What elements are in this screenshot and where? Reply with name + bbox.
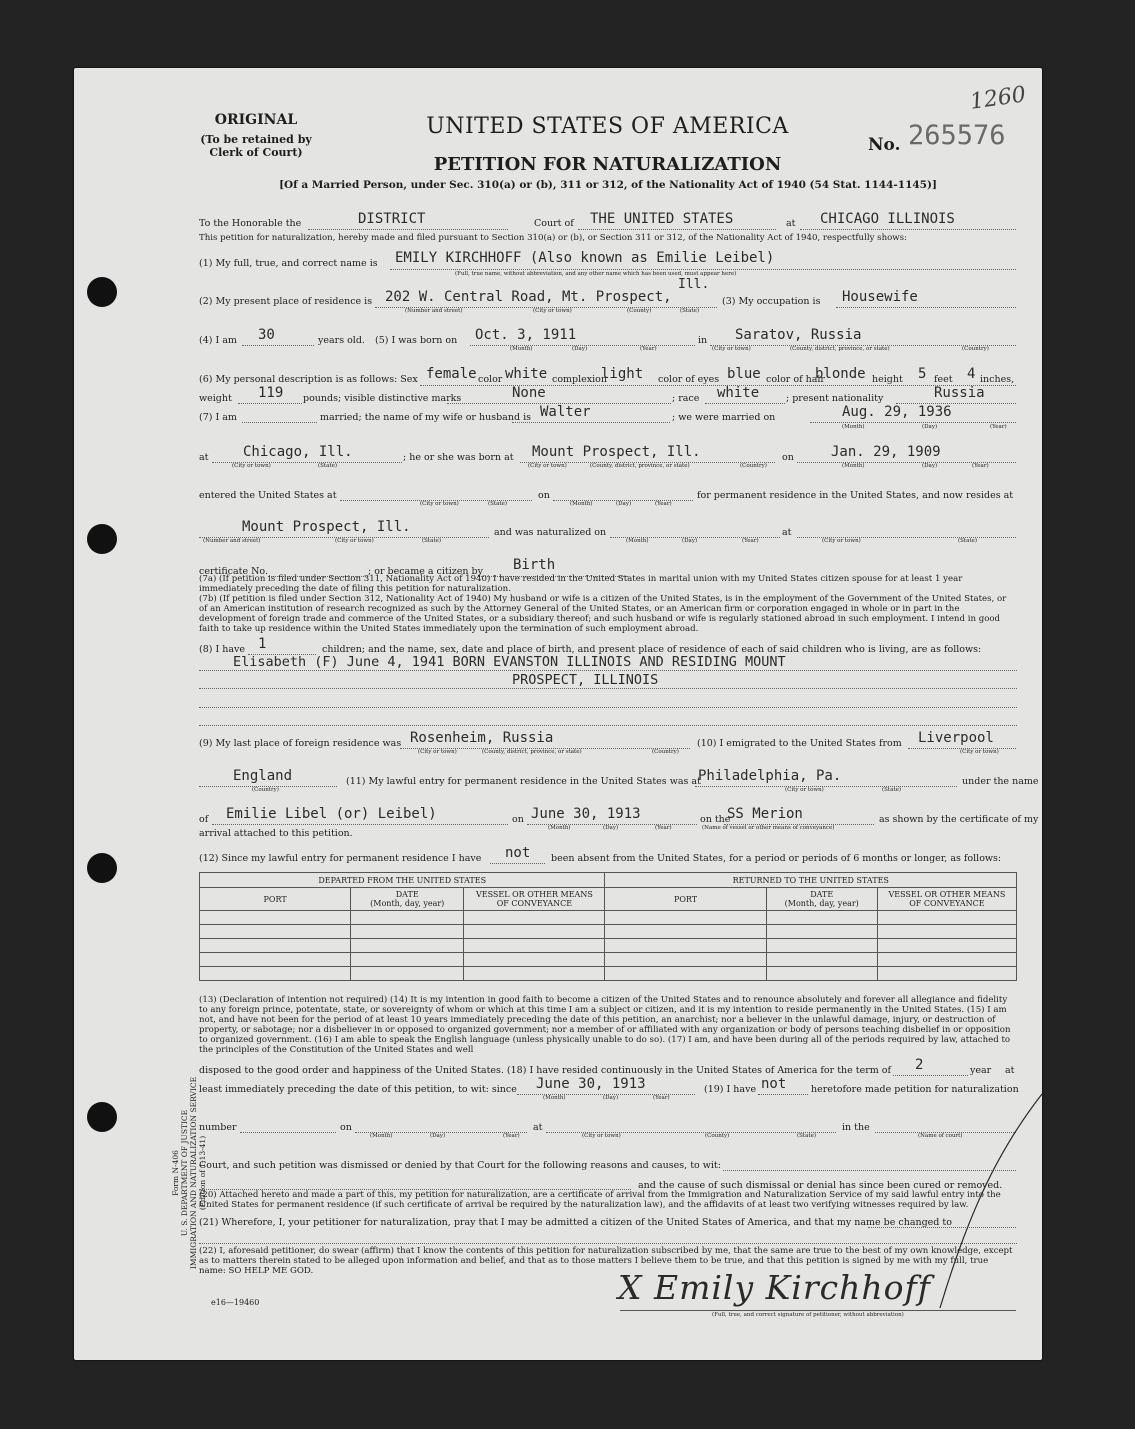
children-count: 1	[258, 636, 267, 652]
number-label: No.	[868, 135, 901, 155]
page-title: PETITION FOR NATURALIZATION	[433, 154, 782, 175]
caption-month: (Month)	[370, 1133, 393, 1139]
marriage-place: Chicago, Ill.	[243, 444, 353, 460]
table-row	[200, 939, 1017, 953]
caption-city: (City or town)	[822, 538, 861, 544]
caption-city: (City or town)	[528, 463, 567, 469]
clerk-label: Clerk of Court)	[209, 146, 303, 159]
prior-petition-value: not	[761, 1076, 787, 1092]
emigrated-city: Liverpool	[918, 730, 994, 746]
caption-county: (County)	[705, 1133, 730, 1139]
caption-state: (State)	[680, 308, 700, 314]
entry-name-label: of	[199, 814, 209, 825]
emigrated-country: England	[233, 768, 293, 784]
caption-court: (Name of court)	[918, 1133, 963, 1139]
caption-state: (State)	[797, 1133, 817, 1139]
caption-city: (City or town)	[712, 346, 751, 352]
caption-state: (State)	[422, 538, 442, 544]
table-row	[200, 967, 1017, 981]
entry-date-label: on	[512, 814, 524, 825]
eye-color: blue	[727, 366, 761, 382]
weight-label: weight	[199, 393, 232, 404]
caption-year: (Year)	[655, 825, 672, 831]
paragraph-22: (22) I, aforesaid petitioner, do swear (affirm) that I know the contents of this petition for naturalization subscribed by me, that the same are true to the best of my own knowledge, except as to matters therein stated to be alleged upon information and belief, and that as to those matters I believe them to be true, and that this petition is signed by me with my full, true name: SO HELP ME GOD.	[199, 1246, 1013, 1276]
retained-label: (To be retained by	[200, 133, 312, 146]
spouse-residence: Mount Prospect, Ill.	[242, 519, 411, 535]
caption-year: (Year)	[653, 1095, 670, 1101]
intro-text: This petition for naturalization, hereby made and filed pursuant to Section 310(a) or (b), or Section 311 or 312, of the Nationality Act of 1940, respectfully shows:	[199, 233, 907, 243]
entry-place: Philadelphia, Pa.	[698, 768, 842, 784]
under-name-label: under the name	[962, 776, 1039, 787]
arrival-text: arrival attached to this petition.	[199, 828, 353, 839]
year-label: year	[970, 1065, 992, 1076]
foreign-residence: Rosenheim, Russia	[410, 730, 554, 746]
naturalized-at-label: at	[782, 527, 792, 538]
citizen-by: Birth	[513, 557, 556, 573]
age-label: (4) I am	[199, 335, 237, 346]
residence: 202 W. Central Road, Mt. Prospect,	[385, 289, 672, 305]
inches-label: inches,	[980, 374, 1015, 385]
to-label: To the Honorable the	[199, 218, 302, 229]
absence-table	[199, 872, 1017, 981]
on-label: on	[340, 1122, 352, 1133]
departed-header: DEPARTED FROM THE UNITED STATES	[200, 873, 605, 888]
weight: 119	[258, 385, 284, 401]
caption-month: (Month)	[626, 538, 649, 544]
caption-city: (City or town)	[420, 501, 459, 507]
caption-country: (Country)	[962, 346, 989, 352]
department: U. S. DEPARTMENT OF JUSTICE	[180, 1109, 189, 1237]
certificate-label: certificate No.	[199, 566, 269, 577]
years-old-label: years old.	[318, 335, 365, 346]
caption-month: (Month)	[842, 463, 865, 469]
caption-state: (State)	[958, 538, 978, 544]
caption-street: (Number and street)	[203, 538, 261, 544]
date-label: DATE	[810, 890, 834, 899]
paragraph-7b: (7b) (If petition is filed under Section 312, Nationality Act of 1940) My husband or wife is a citizen of the United States, is in the employment of the Government of the United States, or of an American institution of research recognized as such by the Attorney General of the United States, or an American firm or corporation engaged in whole or in part in the development of foreign trade and commerce of the United States, or a subsidiary thereof; and such husband or wife is regularly stationed abroad in such employment. I intend in good faith to take up residence within the United States immediately upon the termination of such employment abroad.	[199, 594, 1007, 634]
court-location: CHICAGO ILLINOIS	[820, 211, 955, 227]
continuous-residence-text: disposed to the good order and happiness of the United States. (18) I have resided continuously in the United States of America for the term of	[199, 1065, 892, 1076]
eyes-label: color of eyes	[658, 374, 720, 385]
page-subtitle: [Of a Married Person, under Sec. 310(a) or (b), 311 or 312, of the Nationality Act of 1940 (54 Stat. 1144-1145)]	[279, 179, 937, 191]
vessel-header	[877, 888, 1016, 911]
prior-petition-label: (19) I have	[704, 1084, 757, 1095]
as-shown-text: as shown by the certificate of my	[879, 814, 1039, 825]
entry-name: Emilie Libel (or) Leibel)	[226, 806, 437, 822]
caption-city: (City or town)	[785, 787, 824, 793]
caption-city: (City or town)	[232, 463, 271, 469]
caption-year: (Year)	[640, 346, 657, 352]
country-heading: UNITED STATES OF AMERICA	[426, 114, 789, 139]
caption-conveyance: (Name of vessel or other means of conveyance)	[702, 825, 835, 831]
hair-color: blonde	[815, 366, 866, 382]
caption-day: (Day)	[572, 346, 588, 352]
vessel-sub-label: OF CONVEYANCE	[909, 899, 985, 908]
table-row	[200, 911, 1017, 925]
color: white	[505, 366, 548, 382]
caption-street: (Number and street)	[405, 308, 463, 314]
birth-date: Oct. 3, 1911	[475, 327, 577, 343]
date-sub-label: (Month, day, year)	[784, 899, 859, 908]
name-label: (1) My full, true, and correct name is	[199, 258, 378, 269]
caption-county: (County, district, province, or state)	[590, 463, 690, 469]
caption-city: (City or town)	[335, 538, 374, 544]
in-label: in	[698, 335, 708, 346]
date-header	[766, 888, 877, 911]
height-feet: 5	[918, 366, 927, 382]
child-line-2: PROSPECT, ILLINOIS	[512, 672, 659, 688]
entered-on-label: on	[538, 490, 550, 501]
caption-county: (County, district, province, or state)	[790, 346, 890, 352]
number-label: number	[199, 1122, 237, 1133]
birth-place: Saratov, Russia	[735, 327, 862, 343]
race-label: ; race	[672, 393, 700, 404]
married-label: (7) I am	[199, 412, 237, 423]
residence-term: 2	[915, 1057, 924, 1073]
caption-state: (State)	[882, 787, 902, 793]
form-info	[171, 1073, 207, 1273]
sex: female	[426, 366, 477, 382]
caption-city: (City or town)	[533, 308, 572, 314]
service: IMMIGRATION AND NATURALIZATION SERVICE	[189, 1076, 198, 1270]
paragraph-13-17: (13) (Declaration of intention not required) (14) It is my intention in good faith to become a citizen of the United States and to renounce absolutely and forever all allegiance and fidelity to any foreign prince, potentate, state, or sovereignty of whom or which at this time I am a subject or citizen, and it is my intention to reside permanently in the United States. (15) I am not, and have not been for the period of at least 10 years immediately preceding the date of this petition, an anarchist; nor a believer in the unlawful damage, injury, or destruction of property, or sabotage; nor a disbeliever in or opposed to organized government; nor a member of or affiliated with any organization or body of persons teaching disbelief in or opposition to organized government. (16) I am able to speak the English language (unless physically unable to do so). (17) I am, and have been during all of the periods required by law, attached to the principles of the Constitution of the United States and well	[199, 995, 1011, 1055]
punch-hole	[87, 1102, 117, 1132]
paragraph-21: (21) Wherefore, I, your petitioner for naturalization, pray that I may be admitted a citizen of the United States of America, and that my name be changed to	[199, 1217, 952, 1228]
spouse-born-at-label: ; he or she was born at	[403, 452, 514, 463]
height-inches: 4	[967, 366, 976, 382]
edition: (Edition of 1-13-41)	[198, 1135, 207, 1211]
punch-hole	[87, 277, 117, 307]
caption-city: (City or town)	[418, 749, 457, 755]
spouse-birthplace: Mount Prospect, Ill.	[532, 444, 701, 460]
caption-day: (Day)	[922, 424, 938, 430]
spouse-name: Walter	[540, 404, 591, 420]
at-label: at	[786, 218, 796, 229]
caption-day: (Day)	[922, 463, 938, 469]
caption-day: (Day)	[616, 501, 632, 507]
punch-hole	[87, 853, 117, 883]
in-the-label: in the	[842, 1122, 870, 1133]
caption-county: (County, district, province, or state)	[482, 749, 582, 755]
occupation: Housewife	[842, 289, 918, 305]
caption-month: (Month)	[510, 346, 533, 352]
spouse-birth-date: Jan. 29, 1909	[831, 444, 941, 460]
height-label: height	[872, 374, 903, 385]
full-name: EMILY KIRCHHOFF (Also known as Emilie Leibel)	[395, 250, 775, 266]
caption-month: (Month)	[543, 1095, 566, 1101]
caption-state: (State)	[488, 501, 508, 507]
nationality: Russia	[934, 385, 985, 401]
returned-header: RETURNED TO THE UNITED STATES	[605, 873, 1017, 888]
race: white	[717, 385, 760, 401]
caption-year: (Year)	[972, 463, 989, 469]
signature: X Emily Kirchhoff	[618, 1268, 931, 1307]
form-number: Form N-406	[171, 1150, 180, 1196]
entry-date: June 30, 1913	[531, 806, 641, 822]
prior-petition-text: heretofore made petition for naturalization	[811, 1084, 1019, 1095]
married-on-label: ; we were married on	[672, 412, 776, 423]
court-of: THE UNITED STATES	[590, 211, 734, 227]
caption-day: (Day)	[603, 825, 619, 831]
caption-year: (Year)	[990, 424, 1007, 430]
handwritten-number: 1260	[968, 82, 1028, 115]
at-label: at	[1005, 1065, 1015, 1076]
vessel-label: on the	[700, 814, 731, 825]
caption-city: (City or town)	[582, 1133, 621, 1139]
feet-label: feet	[934, 374, 953, 385]
vessel-sub-label: OF CONVEYANCE	[496, 899, 573, 908]
caption-year: (Year)	[742, 538, 759, 544]
description-label: (6) My personal description is as follows: Sex	[199, 374, 418, 385]
vessel-label: VESSEL OR OTHER MEANS	[888, 890, 1006, 899]
print-code: e16—19460	[211, 1298, 260, 1307]
child-line-1: Elisabeth (F) June 4, 1941 BORN EVANSTON ILLINOIS AND RESIDING MOUNT	[233, 654, 786, 670]
port-header: PORT	[200, 888, 351, 911]
marks-label: pounds; visible distinctive marks	[303, 393, 462, 404]
vessel-header	[464, 888, 605, 911]
complexion-label: complexion	[552, 374, 608, 385]
punch-hole	[87, 524, 117, 554]
complexion: light	[601, 366, 644, 382]
since-text: least immediately preceding the date of this petition, to wit: since	[199, 1084, 517, 1095]
born-on-label: (5) I was born on	[375, 335, 458, 346]
date-header	[351, 888, 464, 911]
absence-text: been absent from the United States, for a period or periods of 6 months or longer, as follows:	[551, 853, 1002, 864]
children-label: (8) I have	[199, 644, 246, 655]
caption-month: (Month)	[842, 424, 865, 430]
original-label: ORIGINAL	[214, 112, 298, 128]
caption-state: (State)	[318, 463, 338, 469]
spouse-born-on-label: on	[782, 452, 794, 463]
residence-state: Ill.	[678, 277, 710, 292]
caption-year: (Year)	[503, 1133, 520, 1139]
caption-country: (Country)	[652, 749, 679, 755]
caption-day: (Day)	[430, 1133, 446, 1139]
entry-label: (11) My lawful entry for permanent residence in the United States was at	[346, 776, 701, 787]
table-row	[200, 953, 1017, 967]
foreign-residence-label: (9) My last place of foreign residence was	[199, 738, 402, 749]
table-row	[200, 925, 1017, 939]
married-at-label: at	[199, 452, 209, 463]
distinctive-marks: None	[512, 385, 546, 401]
vessel-label: VESSEL OR OTHER MEANS	[475, 890, 593, 899]
dismissed-text: Court, and such petition was dismissed or denied by that Court for the following reasons and causes, to wit:	[199, 1160, 721, 1171]
married-text: married; the name of my wife or husband is	[320, 412, 531, 423]
signature-caption: (Full, true, and correct signature of petitioner, without abbreviation)	[712, 1312, 904, 1318]
vessel: SS Merion	[727, 806, 803, 822]
caption-day: (Day)	[603, 1095, 619, 1101]
caption-year: (Year)	[655, 501, 672, 507]
cured-text: and the cause of such dismissal or denial has since been cured or removed.	[638, 1180, 1003, 1191]
caption-month: (Month)	[548, 825, 571, 831]
age: 30	[258, 327, 275, 343]
color-label: color	[478, 374, 503, 385]
absence-label: (12) Since my lawful entry for permanent residence I have	[199, 853, 482, 864]
residence-since: June 30, 1913	[536, 1076, 646, 1092]
occupation-label: (3) My occupation is	[722, 296, 821, 307]
caption-day: (Day)	[682, 538, 698, 544]
naturalized-label: and was naturalized on	[494, 527, 607, 538]
residence-label: (2) My present place of residence is	[199, 296, 373, 307]
hair-label: color of hair	[766, 374, 825, 385]
emigrated-label: (10) I emigrated to the United States from	[697, 738, 902, 749]
caption-country: (Country)	[740, 463, 767, 469]
children-text: children; and the name, sex, date and place of birth, and present place of residence of each of said children who is living, are as follows:	[322, 644, 982, 655]
caption-month: (Month)	[570, 501, 593, 507]
court-type: DISTRICT	[358, 211, 426, 227]
paragraph-7a: (7a) (If petition is filed under Section 311, Nationality Act of 1940) I have resided in the United States in marital union with my United States citizen spouse for at least 1 year immediately preceding the date of filing this petition for naturalization.	[199, 574, 963, 594]
port-header: PORT	[605, 888, 766, 911]
citizen-by-label: ; or became a citizen by	[368, 566, 483, 577]
caption-country: (Country)	[252, 787, 279, 793]
marriage-date: Aug. 29, 1936	[842, 404, 952, 420]
date-sub-label: (Month, day, year)	[370, 899, 445, 908]
absence-value: not	[505, 845, 531, 861]
at-label: at	[533, 1122, 543, 1133]
caption-county: (County)	[627, 308, 652, 314]
petition-number: 265576	[908, 120, 1006, 151]
court-label: Court of	[534, 218, 574, 229]
caption-city: (City or town)	[960, 749, 999, 755]
paragraph-20: (20) Attached hereto and made a part of this, my petition for naturalization, are a certificate of arrival from the Immigration and Naturalization Service of my said lawful entry into the United States for permanent residence (if such certificate of arrival be required by the naturalization law), and the affidavits of at least two verifying witnesses required by law.	[199, 1190, 1001, 1210]
permanent-residence-text: for permanent residence in the United States, and now resides at	[697, 490, 1014, 501]
nationality-label: ; present nationality	[786, 393, 884, 404]
name-caption: (Full, true name, without abbreviation, and any other name which has been used, must appear here)	[455, 271, 737, 277]
date-label: DATE	[395, 890, 419, 899]
entered-label: entered the United States at	[199, 490, 337, 501]
